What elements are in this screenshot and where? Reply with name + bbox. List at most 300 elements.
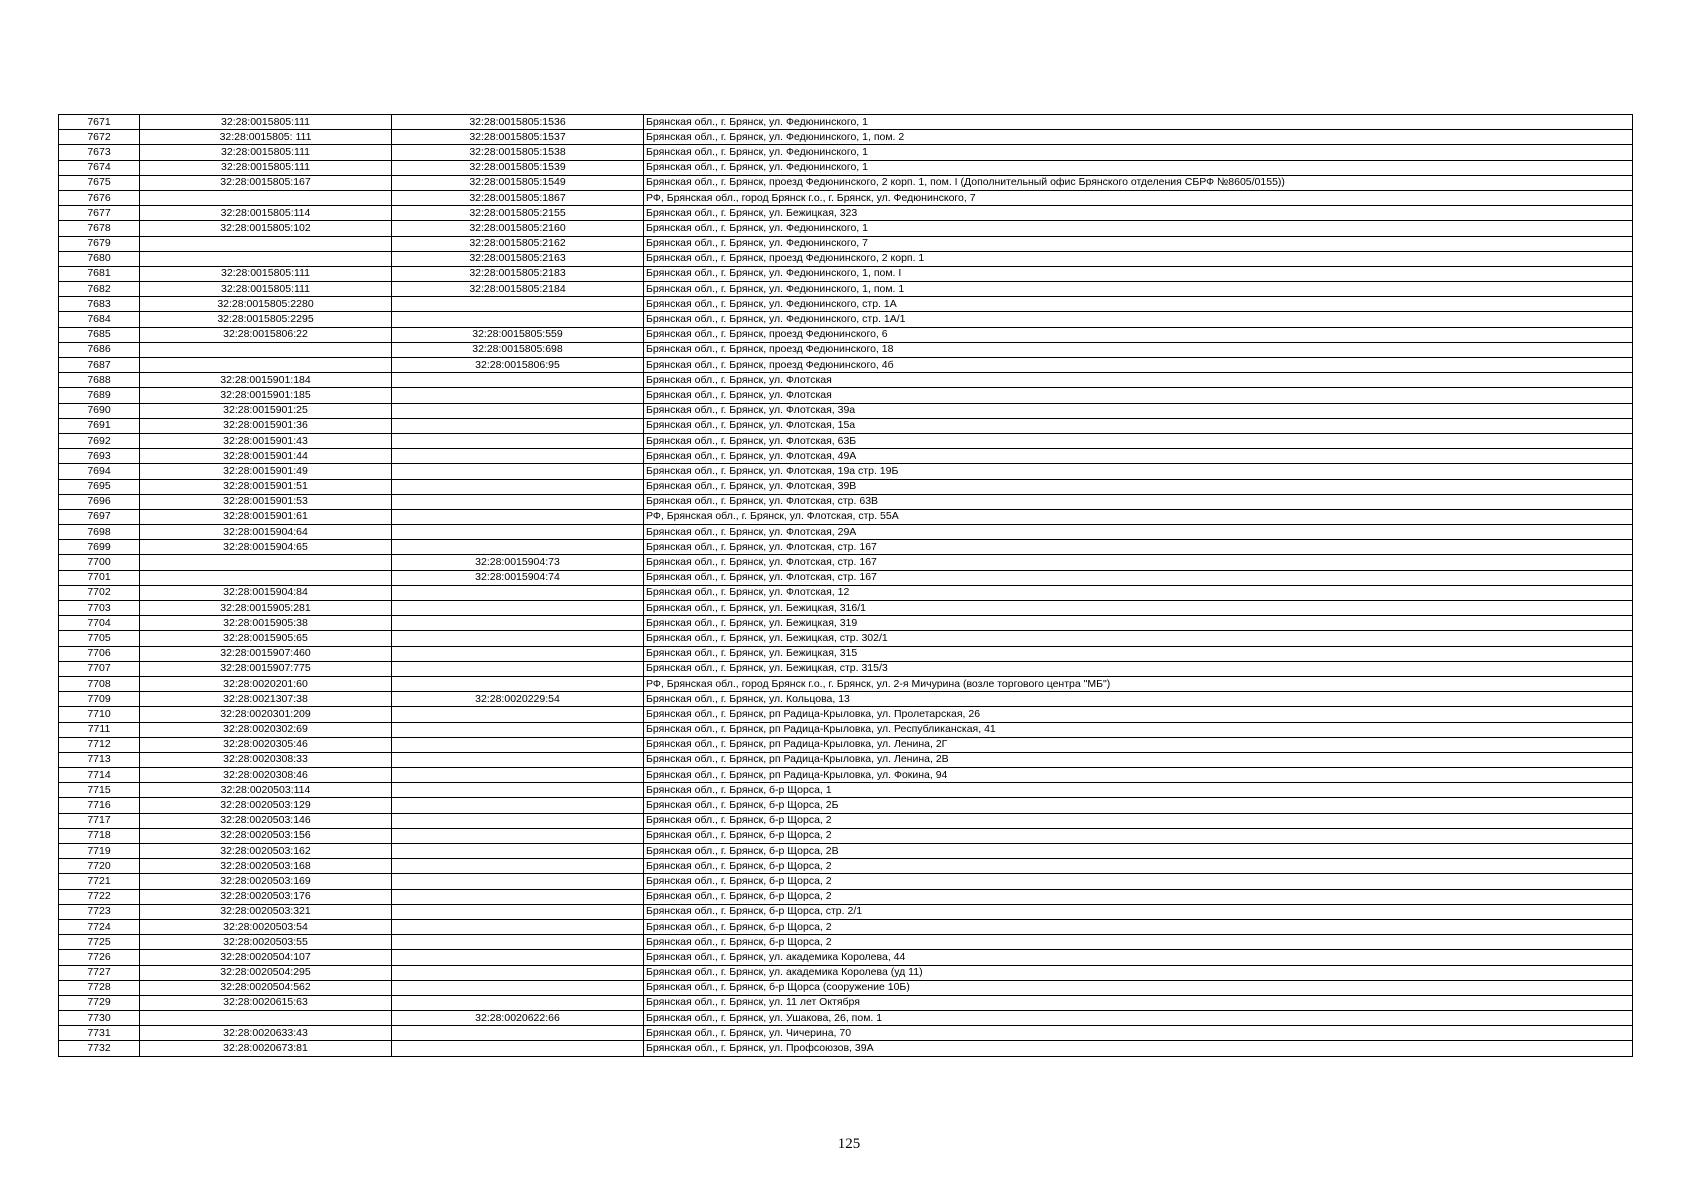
table-row: [59, 342, 1633, 357]
object-cadastral-number-cell: [392, 965, 644, 980]
land-cadastral-number-cell: [140, 358, 392, 373]
table-row: [59, 190, 1633, 205]
land-cadastral-number-cell: [140, 342, 392, 357]
table-row: [59, 616, 1633, 631]
table-row: [59, 707, 1633, 722]
object-cadastral-number-cell: [392, 828, 644, 843]
address-cell: Брянская обл., г. Брянск, проезд Федюнинского, 6: [644, 327, 1633, 342]
row-number-cell: 7717: [59, 813, 140, 828]
land-cadastral-number-cell: 32:28:0015805:111: [140, 145, 392, 160]
table-row: [59, 236, 1633, 251]
table-row: [59, 828, 1633, 843]
row-number-cell: 7678: [59, 221, 140, 236]
address-cell: Брянская обл., г. Брянск, б-р Щорса, 2: [644, 828, 1633, 843]
table-row: [59, 737, 1633, 752]
land-cadastral-number-cell: 32:28:0020504:562: [140, 980, 392, 995]
address-cell: Брянская обл., г. Брянск, ул. Федюнинского, 7: [644, 236, 1633, 251]
row-number-cell: 7688: [59, 373, 140, 388]
land-cadastral-number-cell: 32:28:0020305:46: [140, 737, 392, 752]
table-row: [59, 403, 1633, 418]
object-cadastral-number-cell: [392, 737, 644, 752]
land-cadastral-number-cell: 32:28:0015805:111: [140, 282, 392, 297]
row-number-cell: 7671: [59, 115, 140, 130]
address-cell: Брянская обл., г. Брянск, ул. Федюнинского, стр. 1А: [644, 297, 1633, 312]
row-number-cell: 7716: [59, 798, 140, 813]
address-cell: Брянская обл., г. Брянск, ул. Флотская, 39В: [644, 479, 1633, 494]
land-cadastral-number-cell: 32:28:0020308:33: [140, 752, 392, 767]
object-cadastral-number-cell: [392, 449, 644, 464]
address-cell: Брянская обл., г. Брянск, ул. Бежицкая, 323: [644, 206, 1633, 221]
object-cadastral-number-cell: [392, 722, 644, 737]
address-cell: Брянская обл., г. Брянск, б-р Щорса, 2В: [644, 844, 1633, 859]
land-cadastral-number-cell: 32:28:0021307:38: [140, 692, 392, 707]
object-cadastral-number-cell: [392, 752, 644, 767]
table-row: [59, 312, 1633, 327]
table-row: [59, 676, 1633, 691]
address-cell: Брянская обл., г. Брянск, проезд Федюнинского, 4б: [644, 358, 1633, 373]
row-number-cell: 7677: [59, 206, 140, 221]
address-cell: Брянская обл., г. Брянск, б-р Щорса (сооружение 10Б): [644, 980, 1633, 995]
row-number-cell: 7721: [59, 874, 140, 889]
land-cadastral-number-cell: 32:28:0015805:111: [140, 160, 392, 175]
object-cadastral-number-cell: 32:28:0015805:559: [392, 327, 644, 342]
object-cadastral-number-cell: [392, 464, 644, 479]
land-cadastral-number-cell: 32:28:0015901:25: [140, 403, 392, 418]
row-number-cell: 7703: [59, 601, 140, 616]
address-cell: Брянская обл., г. Брянск, ул. Федюнинского, 1, пом. I: [644, 266, 1633, 281]
row-number-cell: 7729: [59, 995, 140, 1010]
land-cadastral-number-cell: 32:28:0020503:168: [140, 859, 392, 874]
table-row: [59, 1026, 1633, 1041]
row-number-cell: 7674: [59, 160, 140, 175]
row-number-cell: 7692: [59, 433, 140, 448]
object-cadastral-number-cell: [392, 919, 644, 934]
row-number-cell: 7686: [59, 342, 140, 357]
land-cadastral-number-cell: [140, 1011, 392, 1026]
address-cell: Брянская обл., г. Брянск, ул. Флотская, 29А: [644, 525, 1633, 540]
object-cadastral-number-cell: [392, 768, 644, 783]
land-cadastral-number-cell: 32:28:0020673:81: [140, 1041, 392, 1056]
row-number-cell: 7701: [59, 570, 140, 585]
row-number-cell: 7700: [59, 555, 140, 570]
row-number-cell: 7730: [59, 1011, 140, 1026]
object-cadastral-number-cell: [392, 995, 644, 1010]
table-row: [59, 449, 1633, 464]
object-cadastral-number-cell: [392, 433, 644, 448]
table-row: [59, 297, 1633, 312]
land-cadastral-number-cell: 32:28:0015904:64: [140, 525, 392, 540]
object-cadastral-number-cell: 32:28:0015805:2155: [392, 206, 644, 221]
row-number-cell: 7707: [59, 661, 140, 676]
address-cell: Брянская обл., г. Брянск, ул. Бежицкая, стр. 302/1: [644, 631, 1633, 646]
row-number-cell: 7685: [59, 327, 140, 342]
object-cadastral-number-cell: [392, 418, 644, 433]
row-number-cell: 7702: [59, 585, 140, 600]
row-number-cell: 7706: [59, 646, 140, 661]
table-row: [59, 1041, 1633, 1056]
table-row: [59, 145, 1633, 160]
object-cadastral-number-cell: [392, 373, 644, 388]
row-number-cell: 7720: [59, 859, 140, 874]
table-body: [59, 115, 1633, 1057]
land-cadastral-number-cell: 32:28:0015805:111: [140, 266, 392, 281]
row-number-cell: 7705: [59, 631, 140, 646]
row-number-cell: 7693: [59, 449, 140, 464]
address-cell: Брянская обл., г. Брянск, ул. Флотская, стр. 167: [644, 570, 1633, 585]
land-cadastral-number-cell: 32:28:0015901:61: [140, 509, 392, 524]
land-cadastral-number-cell: 32:28:0020615:63: [140, 995, 392, 1010]
object-cadastral-number-cell: [392, 783, 644, 798]
object-cadastral-number-cell: [392, 509, 644, 524]
table-row: [59, 919, 1633, 934]
row-number-cell: 7715: [59, 783, 140, 798]
row-number-cell: 7675: [59, 175, 140, 190]
land-cadastral-number-cell: 32:28:0020201:60: [140, 676, 392, 691]
land-cadastral-number-cell: 32:28:0020308:46: [140, 768, 392, 783]
land-cadastral-number-cell: 32:28:0020503:129: [140, 798, 392, 813]
table-row: [59, 646, 1633, 661]
address-cell: Брянская обл., г. Брянск, б-р Щорса, 2: [644, 889, 1633, 904]
table-row: [59, 980, 1633, 995]
table-row: [59, 525, 1633, 540]
land-cadastral-number-cell: [140, 190, 392, 205]
object-cadastral-number-cell: 32:28:0015904:73: [392, 555, 644, 570]
address-cell: Брянская обл., г. Брянск, ул. Флотская, стр. 167: [644, 555, 1633, 570]
address-cell: Брянская обл., г. Брянск, ул. Кольцова, 13: [644, 692, 1633, 707]
row-number-cell: 7676: [59, 190, 140, 205]
row-number-cell: 7687: [59, 358, 140, 373]
address-cell: Брянская обл., г. Брянск, б-р Щорса, 2: [644, 859, 1633, 874]
land-cadastral-number-cell: 32:28:0015805:114: [140, 206, 392, 221]
address-cell: Брянская обл., г. Брянск, б-р Щорса, 2: [644, 874, 1633, 889]
table-row: [59, 373, 1633, 388]
land-cadastral-number-cell: 32:28:0020504:295: [140, 965, 392, 980]
table-row: [59, 585, 1633, 600]
table-row: [59, 874, 1633, 889]
table-row: [59, 965, 1633, 980]
table-row: [59, 950, 1633, 965]
table-row: [59, 768, 1633, 783]
row-number-cell: 7722: [59, 889, 140, 904]
address-cell: Брянская обл., г. Брянск, ул. Федюнинского, 1: [644, 145, 1633, 160]
land-cadastral-number-cell: 32:28:0015901:184: [140, 373, 392, 388]
land-cadastral-number-cell: 32:28:0015907:460: [140, 646, 392, 661]
object-cadastral-number-cell: [392, 798, 644, 813]
address-cell: РФ, Брянская обл., г. Брянск, ул. Флотская, стр. 55А: [644, 509, 1633, 524]
land-cadastral-number-cell: [140, 251, 392, 266]
table-row: [59, 251, 1633, 266]
address-cell: Брянская обл., г. Брянск, ул. Чичерина, 70: [644, 1026, 1633, 1041]
row-number-cell: 7713: [59, 752, 140, 767]
address-cell: Брянская обл., г. Брянск, ул. Флотская, стр. 167: [644, 540, 1633, 555]
table-row: [59, 175, 1633, 190]
land-cadastral-number-cell: 32:28:0015806:22: [140, 327, 392, 342]
table-row: [59, 555, 1633, 570]
object-cadastral-number-cell: 32:28:0015806:95: [392, 358, 644, 373]
row-number-cell: 7680: [59, 251, 140, 266]
cadastral-objects-table: [58, 114, 1633, 1057]
object-cadastral-number-cell: [392, 631, 644, 646]
object-cadastral-number-cell: [392, 585, 644, 600]
row-number-cell: 7725: [59, 935, 140, 950]
address-cell: Брянская обл., г. Брянск, ул. Ушакова, 26, пом. 1: [644, 1011, 1633, 1026]
land-cadastral-number-cell: 32:28:0020301:209: [140, 707, 392, 722]
address-cell: Брянская обл., г. Брянск, рп Радица-Крыловка, ул. Пролетарская, 26: [644, 707, 1633, 722]
object-cadastral-number-cell: [392, 479, 644, 494]
address-cell: Брянская обл., г. Брянск, рп Радица-Крыловка, ул. Фокина, 94: [644, 768, 1633, 783]
row-number-cell: 7673: [59, 145, 140, 160]
row-number-cell: 7691: [59, 418, 140, 433]
object-cadastral-number-cell: 32:28:0015805:2184: [392, 282, 644, 297]
address-cell: Брянская обл., г. Брянск, рп Радица-Крыловка, ул. Ленина, 2Г: [644, 737, 1633, 752]
row-number-cell: 7704: [59, 616, 140, 631]
land-cadastral-number-cell: 32:28:0015805: 111: [140, 130, 392, 145]
row-number-cell: 7718: [59, 828, 140, 843]
address-cell: Брянская обл., г. Брянск, рп Радица-Крыловка, ул. Ленина, 2В: [644, 752, 1633, 767]
table-row: [59, 433, 1633, 448]
table-row: [59, 160, 1633, 175]
land-cadastral-number-cell: 32:28:0015901:36: [140, 418, 392, 433]
land-cadastral-number-cell: 32:28:0020503:169: [140, 874, 392, 889]
table-row: [59, 327, 1633, 342]
table-row: [59, 904, 1633, 919]
object-cadastral-number-cell: [392, 676, 644, 691]
land-cadastral-number-cell: 32:28:0020503:146: [140, 813, 392, 828]
table-row: [59, 722, 1633, 737]
object-cadastral-number-cell: [392, 494, 644, 509]
row-number-cell: 7679: [59, 236, 140, 251]
table-row: [59, 115, 1633, 130]
row-number-cell: 7708: [59, 676, 140, 691]
row-number-cell: 7682: [59, 282, 140, 297]
land-cadastral-number-cell: 32:28:0015901:43: [140, 433, 392, 448]
object-cadastral-number-cell: 32:28:0015805:1549: [392, 175, 644, 190]
address-cell: Брянская обл., г. Брянск, ул. Флотская, 15а: [644, 418, 1633, 433]
land-cadastral-number-cell: 32:28:0020503:321: [140, 904, 392, 919]
address-cell: Брянская обл., г. Брянск, ул. Федюнинского, 1: [644, 160, 1633, 175]
document-table-container: [58, 114, 1632, 1057]
land-cadastral-number-cell: 32:28:0020503:54: [140, 919, 392, 934]
address-cell: Брянская обл., г. Брянск, ул. Флотская: [644, 388, 1633, 403]
object-cadastral-number-cell: [392, 525, 644, 540]
row-number-cell: 7697: [59, 509, 140, 524]
land-cadastral-number-cell: 32:28:0020503:176: [140, 889, 392, 904]
table-row: [59, 889, 1633, 904]
table-row: [59, 206, 1633, 221]
table-row: [59, 464, 1633, 479]
land-cadastral-number-cell: 32:28:0015805:2295: [140, 312, 392, 327]
object-cadastral-number-cell: [392, 616, 644, 631]
land-cadastral-number-cell: [140, 570, 392, 585]
table-row: [59, 631, 1633, 646]
address-cell: Брянская обл., г. Брянск, ул. Бежицкая, стр. 315/3: [644, 661, 1633, 676]
row-number-cell: 7728: [59, 980, 140, 995]
address-cell: Брянская обл., г. Брянск, б-р Щорса, 2: [644, 919, 1633, 934]
address-cell: Брянская обл., г. Брянск, ул. Флотская, 63Б: [644, 433, 1633, 448]
address-cell: Брянская обл., г. Брянск, ул. академика Королева, 44: [644, 950, 1633, 965]
object-cadastral-number-cell: 32:28:0015805:2183: [392, 266, 644, 281]
object-cadastral-number-cell: 32:28:0015904:74: [392, 570, 644, 585]
land-cadastral-number-cell: 32:28:0015805:2280: [140, 297, 392, 312]
row-number-cell: 7711: [59, 722, 140, 737]
row-number-cell: 7689: [59, 388, 140, 403]
object-cadastral-number-cell: 32:28:0015805:1867: [392, 190, 644, 205]
land-cadastral-number-cell: 32:28:0015904:65: [140, 540, 392, 555]
table-row: [59, 570, 1633, 585]
object-cadastral-number-cell: [392, 904, 644, 919]
row-number-cell: 7681: [59, 266, 140, 281]
table-row: [59, 221, 1633, 236]
object-cadastral-number-cell: [392, 950, 644, 965]
row-number-cell: 7723: [59, 904, 140, 919]
row-number-cell: 7684: [59, 312, 140, 327]
table-row: [59, 813, 1633, 828]
address-cell: Брянская обл., г. Брянск, ул. Бежицкая, 319: [644, 616, 1633, 631]
row-number-cell: 7731: [59, 1026, 140, 1041]
object-cadastral-number-cell: 32:28:0020229:54: [392, 692, 644, 707]
object-cadastral-number-cell: [392, 707, 644, 722]
land-cadastral-number-cell: 32:28:0020503:162: [140, 844, 392, 859]
row-number-cell: 7719: [59, 844, 140, 859]
address-cell: Брянская обл., г. Брянск, ул. Бежицкая, 316/1: [644, 601, 1633, 616]
object-cadastral-number-cell: [392, 874, 644, 889]
land-cadastral-number-cell: [140, 236, 392, 251]
object-cadastral-number-cell: [392, 935, 644, 950]
land-cadastral-number-cell: 32:28:0015901:51: [140, 479, 392, 494]
land-cadastral-number-cell: 32:28:0020633:43: [140, 1026, 392, 1041]
object-cadastral-number-cell: [392, 813, 644, 828]
land-cadastral-number-cell: 32:28:0015905:281: [140, 601, 392, 616]
table-row: [59, 844, 1633, 859]
table-row: [59, 859, 1633, 874]
row-number-cell: 7727: [59, 965, 140, 980]
row-number-cell: 7694: [59, 464, 140, 479]
land-cadastral-number-cell: [140, 555, 392, 570]
row-number-cell: 7695: [59, 479, 140, 494]
page-number: 125: [837, 1136, 861, 1152]
object-cadastral-number-cell: [392, 646, 644, 661]
land-cadastral-number-cell: 32:28:0020503:114: [140, 783, 392, 798]
land-cadastral-number-cell: 32:28:0020504:107: [140, 950, 392, 965]
land-cadastral-number-cell: 32:28:0020302:69: [140, 722, 392, 737]
land-cadastral-number-cell: 32:28:0015905:38: [140, 616, 392, 631]
row-number-cell: 7696: [59, 494, 140, 509]
row-number-cell: 7672: [59, 130, 140, 145]
row-number-cell: 7683: [59, 297, 140, 312]
address-cell: Брянская обл., г. Брянск, ул. Федюнинского, 1, пом. 2: [644, 130, 1633, 145]
land-cadastral-number-cell: 32:28:0020503:55: [140, 935, 392, 950]
object-cadastral-number-cell: [392, 844, 644, 859]
row-number-cell: 7732: [59, 1041, 140, 1056]
table-row: [59, 798, 1633, 813]
table-row: [59, 130, 1633, 145]
object-cadastral-number-cell: [392, 388, 644, 403]
table-row: [59, 282, 1633, 297]
address-cell: Брянская обл., г. Брянск, ул. Флотская, стр. 63В: [644, 494, 1633, 509]
row-number-cell: 7699: [59, 540, 140, 555]
row-number-cell: 7724: [59, 919, 140, 934]
object-cadastral-number-cell: [392, 297, 644, 312]
address-cell: Брянская обл., г. Брянск, б-р Щорса, 2Б: [644, 798, 1633, 813]
land-cadastral-number-cell: 32:28:0015905:65: [140, 631, 392, 646]
table-row: [59, 752, 1633, 767]
address-cell: Брянская обл., г. Брянск, проезд Федюнинского, 2 корп. 1: [644, 251, 1633, 266]
table-row: [59, 509, 1633, 524]
object-cadastral-number-cell: 32:28:0015805:1536: [392, 115, 644, 130]
table-row: [59, 479, 1633, 494]
object-cadastral-number-cell: [392, 859, 644, 874]
address-cell: Брянская обл., г. Брянск, ул. Профсоюзов, 39А: [644, 1041, 1633, 1056]
address-cell: Брянская обл., г. Брянск, ул. Бежицкая, 315: [644, 646, 1633, 661]
row-number-cell: 7714: [59, 768, 140, 783]
address-cell: Брянская обл., г. Брянск, ул. Флотская, 19а стр. 19Б: [644, 464, 1633, 479]
table-row: [59, 540, 1633, 555]
address-cell: Брянская обл., г. Брянск, б-р Щорса, 2: [644, 935, 1633, 950]
table-row: [59, 601, 1633, 616]
land-cadastral-number-cell: 32:28:0015907:775: [140, 661, 392, 676]
land-cadastral-number-cell: 32:28:0015901:185: [140, 388, 392, 403]
land-cadastral-number-cell: 32:28:0015904:84: [140, 585, 392, 600]
address-cell: Брянская обл., г. Брянск, ул. Федюнинского, 1: [644, 115, 1633, 130]
address-cell: Брянская обл., г. Брянск, проезд Федюнинского, 18: [644, 342, 1633, 357]
address-cell: Брянская обл., г. Брянск, ул. Федюнинского, стр. 1А/1: [644, 312, 1633, 327]
object-cadastral-number-cell: [392, 540, 644, 555]
object-cadastral-number-cell: [392, 601, 644, 616]
address-cell: Брянская обл., г. Брянск, ул. Флотская, 12: [644, 585, 1633, 600]
address-cell: РФ, Брянская обл., город Брянск г.о., г. Брянск, ул. Федюнинского, 7: [644, 190, 1633, 205]
row-number-cell: 7710: [59, 707, 140, 722]
land-cadastral-number-cell: 32:28:0015805:102: [140, 221, 392, 236]
table-row: [59, 783, 1633, 798]
land-cadastral-number-cell: 32:28:0015805:111: [140, 115, 392, 130]
address-cell: Брянская обл., г. Брянск, ул. Федюнинского, 1, пом. 1: [644, 282, 1633, 297]
table-row: [59, 995, 1633, 1010]
object-cadastral-number-cell: [392, 1041, 644, 1056]
address-cell: Брянская обл., г. Брянск, рп Радица-Крыловка, ул. Республиканская, 41: [644, 722, 1633, 737]
row-number-cell: 7690: [59, 403, 140, 418]
row-number-cell: 7709: [59, 692, 140, 707]
table-row: [59, 388, 1633, 403]
object-cadastral-number-cell: 32:28:0015805:698: [392, 342, 644, 357]
address-cell: Брянская обл., г. Брянск, ул. академика Королева (уд 11): [644, 965, 1633, 980]
land-cadastral-number-cell: 32:28:0015901:49: [140, 464, 392, 479]
object-cadastral-number-cell: 32:28:0015805:1538: [392, 145, 644, 160]
land-cadastral-number-cell: 32:28:0015805:167: [140, 175, 392, 190]
object-cadastral-number-cell: 32:28:0020622:66: [392, 1011, 644, 1026]
address-cell: РФ, Брянская обл., город Брянск г.о., г. Брянск, ул. 2-я Мичурина (возле торгового центра "МБ"): [644, 676, 1633, 691]
land-cadastral-number-cell: 32:28:0015901:53: [140, 494, 392, 509]
table-row: [59, 266, 1633, 281]
land-cadastral-number-cell: 32:28:0020503:156: [140, 828, 392, 843]
row-number-cell: 7726: [59, 950, 140, 965]
table-row: [59, 418, 1633, 433]
table-row: [59, 358, 1633, 373]
row-number-cell: 7698: [59, 525, 140, 540]
address-cell: Брянская обл., г. Брянск, б-р Щорса, 2: [644, 813, 1633, 828]
address-cell: Брянская обл., г. Брянск, ул. 11 лет Октября: [644, 995, 1633, 1010]
object-cadastral-number-cell: 32:28:0015805:1537: [392, 130, 644, 145]
table-row: [59, 494, 1633, 509]
object-cadastral-number-cell: 32:28:0015805:1539: [392, 160, 644, 175]
object-cadastral-number-cell: [392, 980, 644, 995]
address-cell: Брянская обл., г. Брянск, ул. Флотская, 49А: [644, 449, 1633, 464]
land-cadastral-number-cell: 32:28:0015901:44: [140, 449, 392, 464]
table-row: [59, 935, 1633, 950]
address-cell: Брянская обл., г. Брянск, б-р Щорса, стр. 2/1: [644, 904, 1633, 919]
object-cadastral-number-cell: 32:28:0015805:2163: [392, 251, 644, 266]
row-number-cell: 7712: [59, 737, 140, 752]
address-cell: Брянская обл., г. Брянск, проезд Федюнинского, 2 корп. 1, пом. I (Дополнительный офис Брянского отделения СБРФ №8605/0155)): [644, 175, 1633, 190]
